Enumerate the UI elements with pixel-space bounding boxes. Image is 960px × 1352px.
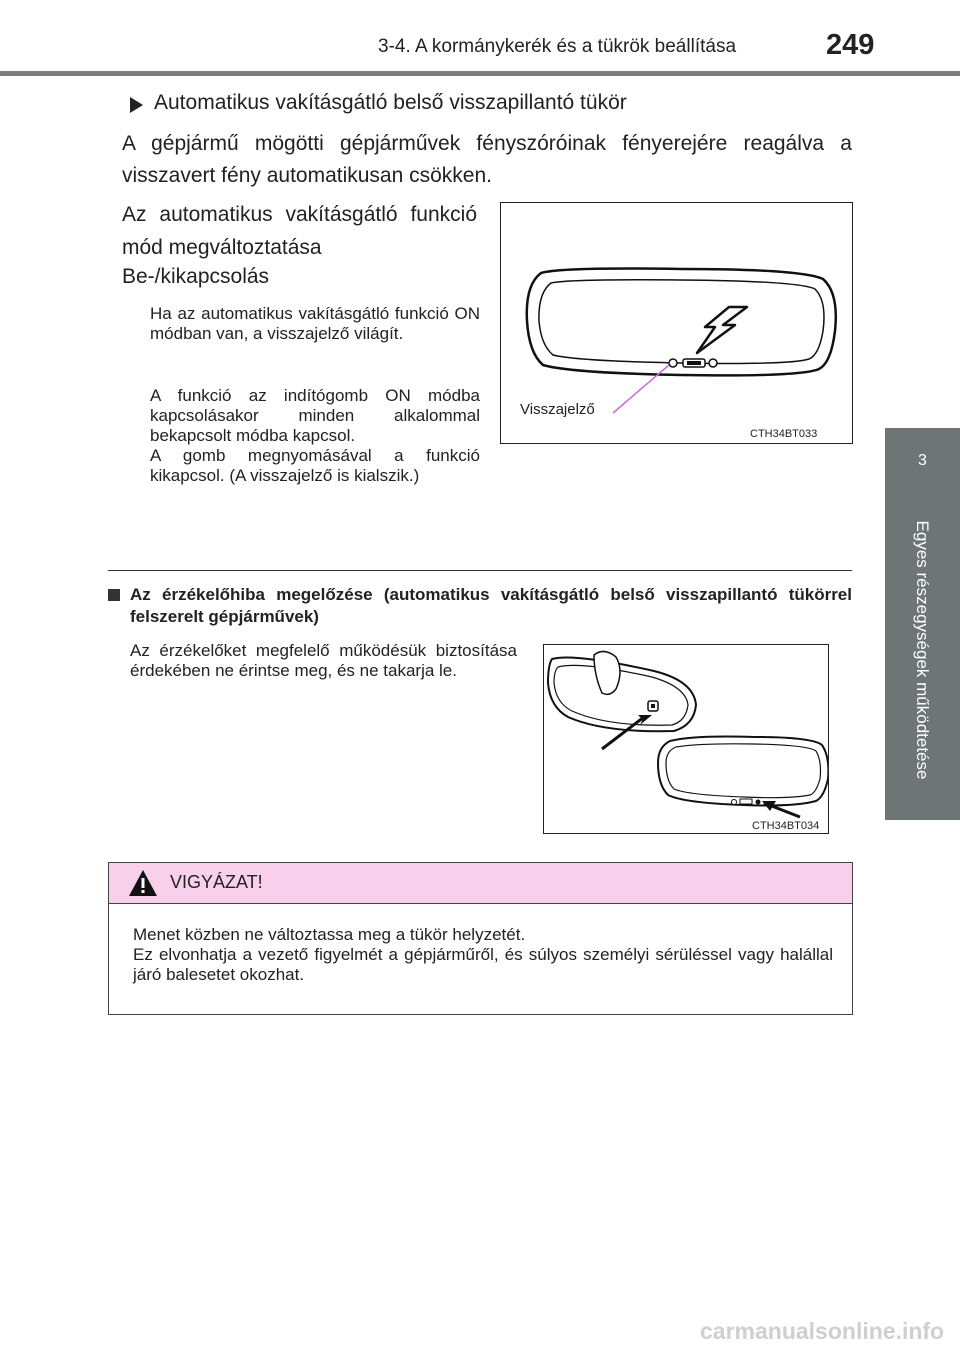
watermark: carmanualsonline.info [700, 1318, 945, 1344]
sensor-heading: Az érzékelőhiba megelőzése (automatikus vakításgátló belső visszapillantó tükörrel felszerelt gépjárművek) [130, 585, 852, 626]
section-heading: Automatikus vakításgátló belső visszapillantó tükör [154, 91, 627, 114]
chapter-title: Egyes részegységek működtetése [913, 520, 932, 780]
caution-title: VIGYÁZAT! [170, 872, 263, 892]
bullet-arrow-icon [130, 97, 143, 113]
section-divider [108, 570, 852, 571]
bullet-square-icon [108, 589, 120, 601]
intro-paragraph: A gépjármű mögötti gépjárművek fényszóróinak fényerejére reagálva a visszavert fény automatikusan csökken. [122, 132, 852, 187]
toggle-label: Be-/kikapcsolás [122, 265, 270, 288]
sensor-paragraph: Az érzékelőket megfelelő működésük biztosítása érdekében ne érintse meg, és ne takarja le. [130, 641, 517, 680]
header-rule [0, 71, 960, 76]
figure-code: CTH34BT034 [752, 820, 820, 832]
warning-icon [128, 869, 158, 902]
sensor-figure [543, 644, 829, 834]
page-number: 249 [826, 29, 875, 61]
function-paragraph-b: A gomb megnyomásával a funkció kikapcsol. (A visszajelző is kialszik.) [150, 446, 480, 485]
indicator-paragraph: Ha az automatikus vakításgátló funkció ON módban van, a visszajelző világít. [150, 304, 480, 343]
caution-line-2: Ez elvonhatja a vezető figyelmét a gépjárműről, és súlyos személyi sérüléssel vagy halállal járó balesetet okozhat. [133, 945, 833, 984]
mode-title: Az automatikus vakításgátló funkció mód megváltoztatása [122, 203, 477, 259]
function-paragraph [150, 386, 480, 486]
chapter-number: 3 [918, 452, 927, 469]
figure-code: CTH34BT033 [750, 428, 818, 440]
indicator-label: Visszajelző [520, 401, 595, 418]
function-paragraph-a: A funkció az indítógomb ON módba kapcsolásakor minden alkalommal bekapcsolt módba kapcsol. [150, 386, 480, 445]
caution-line-1: Menet közben ne változtassa meg a tükör helyzetét. [133, 925, 526, 944]
caution-text [133, 925, 833, 985]
section-title: 3-4. A kormánykerék és a tükrök beállítása [378, 36, 737, 57]
sensor-illustration [544, 645, 828, 833]
